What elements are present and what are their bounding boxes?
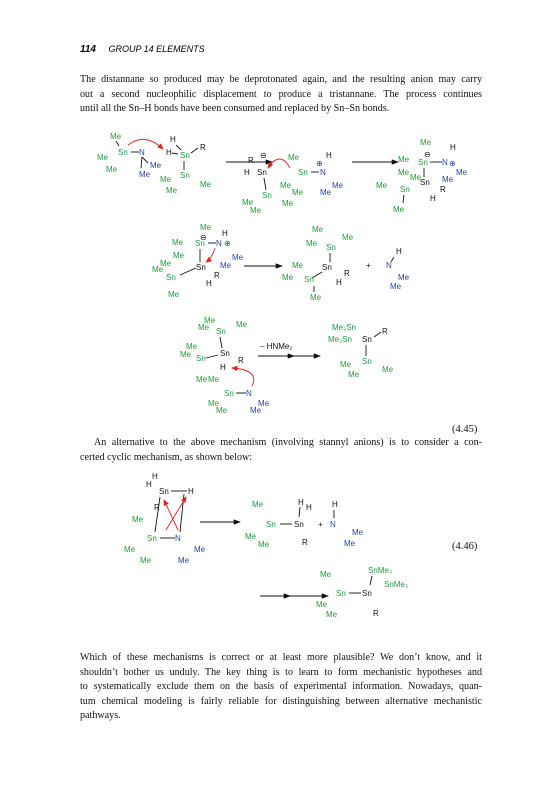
atom-label: Me bbox=[168, 290, 180, 299]
atom-label: R bbox=[302, 538, 308, 547]
atom-label: R bbox=[373, 609, 379, 618]
atom-label: Me bbox=[140, 556, 152, 565]
atom-label: Me bbox=[320, 188, 332, 197]
atom-label: N bbox=[330, 520, 336, 529]
atom-label: H bbox=[396, 247, 402, 256]
atom-label: Me bbox=[306, 239, 318, 248]
text-line: Which of these mechanisms is correct or at least more plausible? We don’t know, and it bbox=[80, 652, 482, 663]
atom-label: H bbox=[166, 148, 172, 157]
atom-label: Me bbox=[180, 350, 192, 359]
atom-label: Me bbox=[258, 540, 270, 549]
atom-label: Me bbox=[258, 399, 270, 408]
atom-label: Sn bbox=[195, 239, 205, 248]
atom-label: Me bbox=[310, 293, 322, 302]
atom-label: Sn bbox=[298, 168, 308, 177]
atom-label: H bbox=[336, 278, 342, 287]
atom-label: Sn bbox=[180, 171, 190, 180]
atom-label: Me bbox=[456, 168, 468, 177]
atom-label: Me bbox=[166, 186, 178, 195]
atom-label: N bbox=[216, 239, 222, 248]
molecule-concerted-ts bbox=[124, 472, 206, 565]
atom-label: Me bbox=[172, 238, 184, 247]
atom-label: Sn bbox=[180, 151, 190, 160]
atom-label: Me bbox=[198, 323, 210, 332]
atom-label: Sn bbox=[294, 520, 304, 529]
atom-label: Me bbox=[390, 282, 402, 291]
atom-label: H bbox=[326, 151, 332, 160]
molecule-branched-stannane bbox=[328, 323, 394, 379]
charge-label: ⊕ bbox=[224, 239, 231, 248]
molecule-tristannane bbox=[282, 225, 354, 302]
atom-label: Sn bbox=[304, 275, 314, 284]
atom-label: N bbox=[246, 389, 252, 398]
atom-label: SnMe₃ bbox=[368, 566, 393, 575]
atom-label: H bbox=[306, 503, 312, 512]
atom-label: Me bbox=[124, 545, 136, 554]
atom-label: Me bbox=[152, 265, 164, 274]
atom-label: Me bbox=[160, 175, 172, 184]
molecule-ammonium-stannyl bbox=[376, 138, 468, 214]
atom-label: Sn bbox=[224, 389, 234, 398]
molecule-stannylamine bbox=[97, 132, 163, 179]
atom-label: Me bbox=[110, 132, 122, 141]
atom-label: Me bbox=[208, 375, 220, 384]
atom-label: Me bbox=[204, 316, 216, 325]
atom-label: Me bbox=[242, 198, 254, 207]
atom-label: Me bbox=[139, 170, 151, 179]
atom-label: H bbox=[332, 500, 338, 509]
atom-label: N bbox=[442, 158, 448, 167]
atom-label: Sn bbox=[196, 263, 206, 272]
atom-label: H bbox=[206, 279, 212, 288]
plus-sign: + bbox=[318, 520, 323, 529]
text-line: pathways. bbox=[80, 710, 121, 722]
equation-number-446: (4.46) bbox=[452, 541, 478, 552]
atom-label: Me bbox=[245, 532, 257, 541]
atom-label: H bbox=[152, 472, 158, 481]
atom-label: Me bbox=[288, 153, 300, 162]
atom-label: Me bbox=[282, 273, 294, 282]
text-line: until all the Sn–H bonds have been consumed and replaced by Sn–Sn bonds. bbox=[80, 103, 390, 115]
text-line: certed cyclic mechanism, as shown below: bbox=[80, 451, 253, 463]
atom-label: Sn bbox=[196, 354, 206, 363]
molecule-distannane-intermediate bbox=[160, 135, 212, 195]
atom-label: H bbox=[170, 135, 176, 144]
atom-label: Me bbox=[232, 253, 244, 262]
atom-label: Sn bbox=[266, 520, 276, 529]
atom-label: Me bbox=[316, 600, 328, 609]
molecule-tristannane-elimination bbox=[180, 316, 270, 415]
running-title: GROUP 14 ELEMENTS bbox=[108, 44, 205, 54]
elimination-label: – HNMe₂ bbox=[260, 342, 293, 351]
atom-label: Me₂Sn bbox=[332, 323, 357, 332]
atom-label: Me bbox=[220, 261, 232, 270]
atom-label: Me bbox=[340, 360, 352, 369]
charge-label: ⊕ bbox=[316, 159, 323, 168]
molecule-final-stannane bbox=[316, 566, 408, 619]
atom-label: Sn bbox=[262, 191, 272, 200]
atom-label: Me bbox=[160, 259, 172, 268]
atom-label: H bbox=[188, 487, 194, 496]
atom-label: Me bbox=[348, 370, 360, 379]
page-number: 114 bbox=[80, 44, 96, 55]
atom-label: H bbox=[220, 363, 226, 372]
charge-label: ⊖ bbox=[260, 151, 267, 160]
atom-label: Me bbox=[252, 500, 264, 509]
atom-label: Me bbox=[344, 539, 356, 548]
atom-label: Me bbox=[292, 261, 304, 270]
atom-label: Me bbox=[173, 251, 185, 260]
atom-label: N bbox=[320, 168, 326, 177]
atom-label: Sn bbox=[362, 589, 372, 598]
atom-label: R bbox=[248, 156, 254, 165]
atom-label: Me bbox=[196, 375, 208, 384]
atom-label: Sn bbox=[420, 178, 430, 187]
atom-label: Sn bbox=[336, 589, 346, 598]
atom-label: Me bbox=[194, 545, 206, 554]
atom-label: Me bbox=[398, 273, 410, 282]
atom-label: R bbox=[382, 327, 388, 336]
text-line: An alternative to the above mechanism (involving stannyl anions) is to consider a con- bbox=[94, 437, 482, 448]
atom-label: H bbox=[146, 480, 152, 489]
atom-label: Me bbox=[236, 320, 248, 329]
atom-label: Me bbox=[200, 223, 212, 232]
plus-sign: + bbox=[366, 261, 371, 270]
atom-label: R bbox=[214, 271, 220, 280]
atom-label: Me bbox=[208, 399, 220, 408]
charge-label: ⊖ bbox=[424, 150, 431, 159]
atom-label: Sn bbox=[400, 185, 410, 194]
text-line: out a second nucleophilic displacement to produce a tristannane. The process continues bbox=[80, 88, 482, 100]
atom-label: Me bbox=[382, 365, 394, 374]
atom-label: Me bbox=[200, 180, 212, 189]
atom-label: Me bbox=[442, 175, 454, 184]
atom-label: Me bbox=[250, 206, 262, 215]
atom-label: Me bbox=[320, 570, 332, 579]
atom-label: Me bbox=[150, 161, 162, 170]
atom-label: Sn bbox=[362, 357, 372, 366]
atom-label: N bbox=[386, 261, 392, 270]
atom-label: Me bbox=[132, 515, 144, 524]
atom-label: Sn bbox=[362, 335, 372, 344]
atom-label: Sn bbox=[118, 148, 128, 157]
atom-label: R bbox=[344, 269, 350, 278]
charge-label: ⊕ bbox=[449, 159, 456, 168]
atom-label: Me bbox=[97, 153, 109, 162]
atom-label: H bbox=[298, 498, 304, 507]
equation-number-445: (4.45) bbox=[452, 424, 478, 435]
atom-label: Sn bbox=[322, 263, 332, 272]
atom-label: Sn bbox=[216, 327, 226, 336]
atom-label: Me bbox=[342, 233, 354, 242]
atom-label: Sn bbox=[147, 534, 157, 543]
atom-label: N bbox=[139, 148, 145, 157]
atom-label: Sn bbox=[159, 487, 169, 496]
atom-label: Me bbox=[393, 205, 405, 214]
atom-label: Me bbox=[326, 610, 338, 619]
atom-label: Sn bbox=[220, 349, 230, 358]
atom-label: Me bbox=[398, 155, 410, 164]
atom-label: Me bbox=[376, 181, 388, 190]
atom-label: Me bbox=[178, 556, 190, 565]
atom-label: R bbox=[154, 503, 160, 512]
text-line: The distannane so produced may be deprotonated again, and the resulting anion may carry bbox=[80, 74, 482, 85]
atom-label: Sn bbox=[326, 243, 336, 252]
charge-label: ⊖ bbox=[200, 233, 207, 242]
atom-label: R bbox=[200, 143, 206, 152]
atom-label: H bbox=[450, 143, 456, 152]
text-line: tum chemical modeling is fairly reliable for distinguishing between alternative mechanistic bbox=[80, 695, 482, 707]
text-line: shouldn’t bother us unduly. The key thing is to learn to form mechanistic hypotheses and bbox=[80, 666, 482, 678]
atom-label: Me bbox=[410, 173, 422, 182]
atom-label: R bbox=[440, 185, 446, 194]
atom-label: Sn bbox=[418, 158, 428, 167]
atom-label: Sn bbox=[257, 168, 267, 177]
atom-label: SnMe₃ bbox=[384, 580, 409, 589]
atom-label: Me bbox=[282, 199, 294, 208]
molecule-stannyl-anion-complex bbox=[242, 151, 344, 215]
atom-label: R bbox=[238, 356, 244, 365]
atom-label: Me bbox=[280, 181, 292, 190]
atom-label: Me bbox=[332, 181, 344, 190]
molecule-dimethylamine-2 bbox=[330, 500, 364, 548]
atom-label: H bbox=[430, 194, 436, 203]
atom-label: Me bbox=[420, 138, 432, 147]
atom-label: Me₂Sn bbox=[328, 335, 353, 344]
molecule-dimethylamine bbox=[386, 247, 410, 291]
molecule-distannane-product bbox=[245, 498, 312, 549]
atom-label: H bbox=[222, 229, 228, 238]
atom-label: Me bbox=[312, 225, 324, 234]
atom-label: Me bbox=[216, 406, 228, 415]
atom-label: N bbox=[175, 534, 181, 543]
atom-label: Me bbox=[186, 342, 198, 351]
atom-label: Me bbox=[250, 406, 262, 415]
molecule-cyclic-intermediate bbox=[152, 223, 244, 299]
atom-label: Me bbox=[398, 168, 410, 177]
atom-label: Me bbox=[106, 165, 118, 174]
atom-label: H bbox=[244, 168, 250, 177]
atom-label: Me bbox=[292, 188, 304, 197]
atom-label: Sn bbox=[166, 273, 176, 282]
atom-label: Me bbox=[352, 528, 364, 537]
text-line: to systematically exclude them on the basis of experimental information. Nowadays, quan- bbox=[80, 681, 482, 693]
